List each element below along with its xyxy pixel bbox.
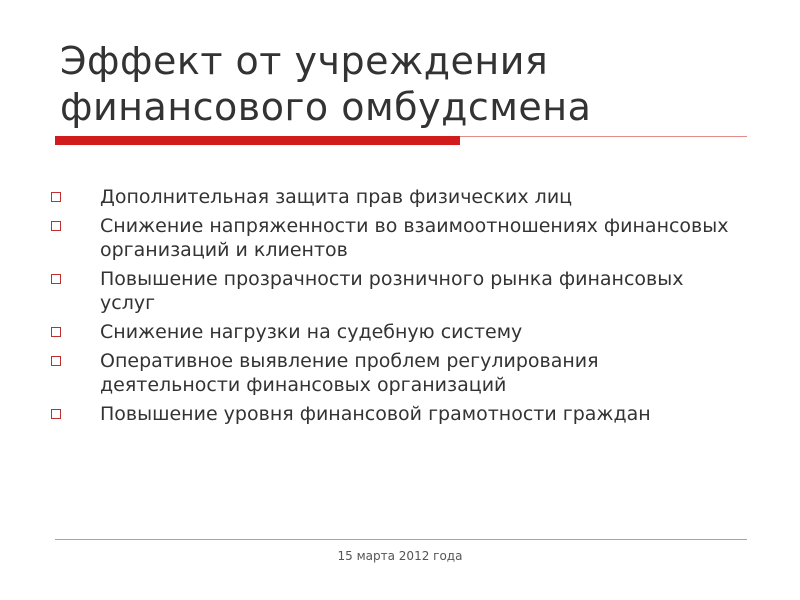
bullet-item [50, 214, 740, 262]
slide-title [60, 38, 760, 130]
square-bullet-icon [51, 221, 61, 231]
square-bullet-icon [51, 192, 61, 202]
bullet-item [50, 349, 740, 397]
square-bullet-icon [51, 327, 61, 337]
square-bullet-icon [51, 356, 61, 366]
bullet-text: Снижение нагрузки на судебную систему [100, 321, 523, 343]
square-bullet-icon [51, 409, 61, 419]
bullet-item [50, 402, 740, 426]
bullet-item [50, 185, 740, 209]
bullet-text: Оперативное выявление проблем регулирования деятельности финансовых организаций [100, 350, 599, 396]
bullet-text: Повышение уровня финансовой грамотности граждан [100, 403, 651, 425]
bullet-item [50, 267, 740, 315]
slide-title-line-2: финансового омбудсмена [60, 85, 592, 129]
bullet-text: Повышение прозрачности розничного рынка финансовых услуг [100, 268, 684, 314]
slide-title-line-1: Эффект от учреждения [60, 39, 549, 83]
footer-date: 15 марта 2012 года [337, 549, 463, 563]
bullet-item [50, 320, 740, 344]
bullet-text: Снижение напряженности во взаимоотношениях финансовых организаций и клиентов [100, 215, 729, 261]
square-bullet-icon [51, 274, 61, 284]
bullet-list [50, 185, 740, 431]
title-accent-bar [55, 136, 460, 145]
bullet-text: Дополнительная защита прав физических лиц [100, 186, 573, 208]
footer-divider [55, 539, 747, 540]
